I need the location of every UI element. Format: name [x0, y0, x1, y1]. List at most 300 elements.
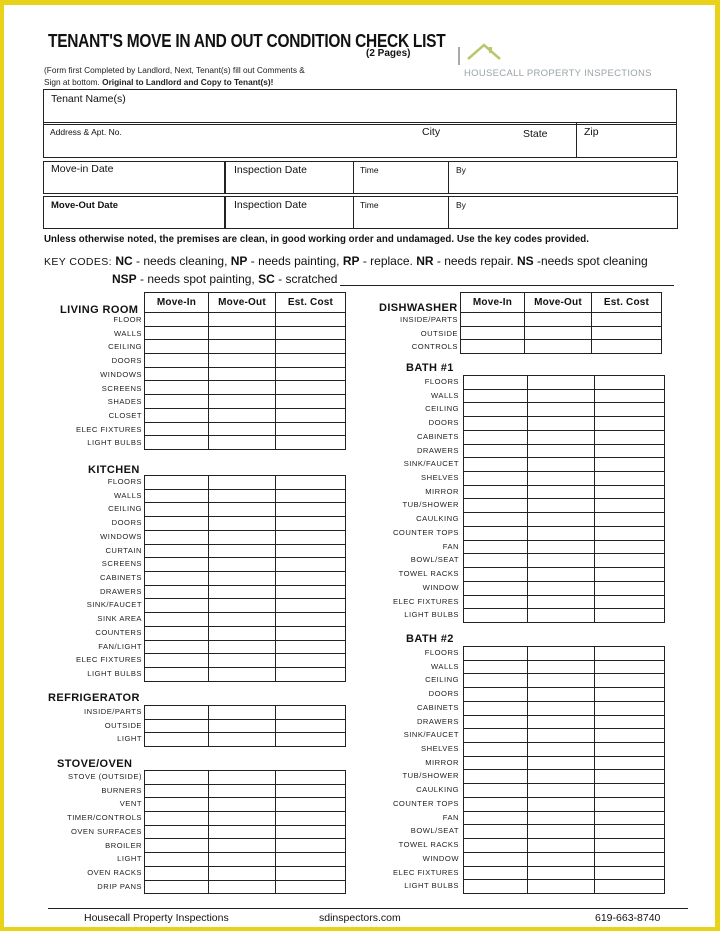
checklist-cell[interactable] — [464, 609, 528, 623]
checklist-cell[interactable] — [528, 540, 595, 554]
row-label: CURTAIN — [105, 545, 142, 555]
checklist-cell[interactable] — [276, 706, 346, 720]
checklist-cell[interactable] — [528, 852, 595, 866]
row-label: LIGHT BULBS — [87, 438, 142, 448]
checklist-cell[interactable] — [145, 784, 209, 798]
checklist-cell[interactable] — [209, 733, 276, 747]
checklist-cell[interactable] — [595, 715, 665, 729]
checklist-cell[interactable] — [209, 436, 276, 450]
checklist-cell[interactable] — [595, 770, 665, 784]
checklist-cell[interactable] — [528, 715, 595, 729]
instructions-line-1: (Form first Completed by Landlord, Next, Tenant(s) fill out Comments & — [44, 65, 305, 75]
code-nc: NC — [115, 254, 133, 268]
checklist-cell[interactable] — [145, 503, 209, 517]
table-row — [461, 313, 662, 327]
checklist-cell[interactable] — [528, 458, 595, 472]
checklist-cell[interactable] — [595, 540, 665, 554]
checklist-cell[interactable] — [209, 866, 276, 880]
checklist-cell[interactable] — [145, 798, 209, 812]
checklist-cell[interactable] — [525, 313, 592, 327]
checklist-cell[interactable] — [145, 544, 209, 558]
checklist-cell[interactable] — [145, 517, 209, 531]
checklist-cell[interactable] — [276, 880, 346, 894]
row-label: OVEN RACKS — [87, 867, 142, 877]
checklist-table-bath1 — [463, 375, 665, 623]
checklist-cell[interactable] — [209, 626, 276, 640]
table-row — [464, 389, 665, 403]
checklist-cell[interactable] — [595, 880, 665, 894]
row-label: FAN/LIGHT — [98, 641, 142, 651]
checklist-cell[interactable] — [528, 499, 595, 513]
checklist-cell[interactable] — [276, 530, 346, 544]
row-label: CLOSET — [108, 410, 142, 420]
table-row — [464, 660, 665, 674]
table-row — [145, 313, 346, 327]
checklist-cell[interactable] — [528, 444, 595, 458]
code-nc-text: - needs cleaning, — [132, 254, 231, 268]
code-ns: NS — [516, 254, 534, 268]
checklist-cell[interactable] — [276, 367, 346, 381]
code-rp-text: - replace. — [359, 254, 417, 268]
checklist-cell[interactable] — [464, 485, 528, 499]
checklist-cell[interactable] — [464, 417, 528, 431]
checklist-cell[interactable] — [145, 771, 209, 785]
section-title-bath2: BATH #2 — [406, 633, 454, 645]
row-label: FLOORS — [107, 477, 142, 486]
table-row — [464, 472, 665, 486]
checklist-cell[interactable] — [528, 568, 595, 582]
checklist-cell[interactable] — [464, 568, 528, 582]
checklist-cell[interactable] — [528, 430, 595, 444]
divider — [353, 196, 354, 229]
checklist-cell[interactable] — [145, 640, 209, 654]
row-label: MIRROR — [425, 486, 459, 496]
checklist-cell[interactable] — [209, 771, 276, 785]
checklist-cell[interactable] — [209, 517, 276, 531]
checklist-cell[interactable] — [276, 517, 346, 531]
checklist-cell[interactable] — [209, 812, 276, 826]
state-label: State — [523, 128, 548, 140]
tenant-names-field[interactable] — [43, 89, 677, 125]
row-label: INSIDE/PARTS — [399, 315, 458, 324]
checklist-cell[interactable] — [595, 376, 665, 390]
row-label: CEILING — [425, 675, 459, 685]
address-field[interactable] — [43, 122, 677, 158]
checklist-cell[interactable] — [209, 640, 276, 654]
checklist-cell[interactable] — [525, 340, 592, 354]
checklist-cell[interactable] — [464, 839, 528, 853]
table-row — [464, 880, 665, 894]
checklist-cell[interactable] — [595, 729, 665, 743]
checklist-cell[interactable] — [595, 797, 665, 811]
row-label: DRAWERS — [99, 586, 142, 596]
checklist-cell[interactable] — [528, 417, 595, 431]
checklist-cell[interactable] — [528, 797, 595, 811]
checklist-cell[interactable] — [276, 613, 346, 627]
row-label: LIGHT — [117, 854, 142, 864]
checklist-cell[interactable] — [209, 354, 276, 368]
checklist-cell[interactable] — [276, 668, 346, 682]
checklist-cell[interactable] — [528, 770, 595, 784]
table-row — [464, 688, 665, 702]
checklist-cell[interactable] — [209, 422, 276, 436]
checklist-cell[interactable] — [145, 367, 209, 381]
checklist-cell[interactable] — [528, 674, 595, 688]
checklist-cell[interactable] — [528, 554, 595, 568]
table-row — [464, 784, 665, 798]
row-label: DRAWERS — [416, 716, 459, 726]
checklist-cell[interactable] — [595, 609, 665, 623]
table-row — [464, 825, 665, 839]
checklist-cell[interactable] — [276, 585, 346, 599]
checklist-cell[interactable] — [276, 733, 346, 747]
checklist-cell[interactable] — [145, 866, 209, 880]
checklist-cell[interactable] — [595, 866, 665, 880]
checklist-cell[interactable] — [595, 839, 665, 853]
checklist-cell[interactable] — [276, 489, 346, 503]
checklist-cell[interactable] — [595, 499, 665, 513]
checklist-cell[interactable] — [595, 430, 665, 444]
column-header-move-in: Move-In — [145, 293, 209, 313]
checklist-cell[interactable] — [276, 340, 346, 354]
checklist-cell[interactable] — [145, 422, 209, 436]
checklist-cell[interactable] — [276, 866, 346, 880]
checklist-cell[interactable] — [595, 784, 665, 798]
checklist-cell[interactable] — [145, 599, 209, 613]
checklist-cell[interactable] — [461, 326, 525, 340]
checklist-cell[interactable] — [464, 770, 528, 784]
checklist-cell[interactable] — [276, 422, 346, 436]
footer-phone: 619-663-8740 — [595, 912, 661, 924]
checklist-cell[interactable] — [209, 572, 276, 586]
checklist-cell[interactable] — [464, 674, 528, 688]
checklist-cell[interactable] — [209, 880, 276, 894]
checklist-cell[interactable] — [276, 626, 346, 640]
checklist-cell[interactable] — [528, 866, 595, 880]
time-label: Time — [360, 165, 379, 175]
checklist-cell[interactable] — [528, 609, 595, 623]
checklist-cell[interactable] — [525, 326, 592, 340]
checklist-cell[interactable] — [276, 558, 346, 572]
section-title-refrigerator: REFRIGERATOR — [48, 692, 140, 704]
checklist-table-stove-oven — [144, 770, 346, 894]
checklist-cell[interactable] — [595, 756, 665, 770]
table-row — [145, 476, 346, 490]
checklist-cell[interactable] — [528, 660, 595, 674]
row-label: SCREENS — [101, 383, 142, 393]
move-out-date-field[interactable] — [43, 196, 225, 229]
checklist-cell[interactable] — [528, 376, 595, 390]
table-row — [145, 503, 346, 517]
column-header-est-cost: Est. Cost — [592, 293, 662, 313]
checklist-cell[interactable] — [464, 797, 528, 811]
checklist-cell[interactable] — [276, 771, 346, 785]
checklist-cell[interactable] — [209, 558, 276, 572]
row-label: FLOOR — [113, 315, 142, 324]
checklist-cell[interactable] — [464, 458, 528, 472]
checklist-cell[interactable] — [209, 340, 276, 354]
checklist-cell[interactable] — [464, 743, 528, 757]
checklist-cell[interactable] — [464, 403, 528, 417]
checklist-cell[interactable] — [145, 585, 209, 599]
checklist-cell[interactable] — [209, 476, 276, 490]
table-row — [145, 880, 346, 894]
instructions — [44, 64, 354, 88]
checklist-cell[interactable] — [528, 403, 595, 417]
checklist-cell[interactable] — [276, 825, 346, 839]
checklist-cell[interactable] — [145, 436, 209, 450]
code-ns-text: -needs spot cleaning — [533, 254, 648, 268]
checklist-cell[interactable] — [595, 825, 665, 839]
checklist-cell[interactable] — [276, 572, 346, 586]
row-label: DOORS — [111, 356, 142, 366]
checklist-cell[interactable] — [595, 743, 665, 757]
checklist-cell[interactable] — [145, 825, 209, 839]
checklist-cell[interactable] — [145, 476, 209, 490]
checklist-cell[interactable] — [209, 367, 276, 381]
checklist-cell[interactable] — [145, 354, 209, 368]
checklist-cell[interactable] — [209, 613, 276, 627]
checklist-cell[interactable] — [595, 688, 665, 702]
checklist-cell[interactable] — [595, 472, 665, 486]
table-row — [464, 568, 665, 582]
checklist-cell[interactable] — [528, 825, 595, 839]
checklist-cell[interactable] — [276, 798, 346, 812]
checklist-cell[interactable] — [145, 530, 209, 544]
checklist-cell[interactable] — [528, 526, 595, 540]
checklist-cell[interactable] — [528, 839, 595, 853]
checklist-cell[interactable] — [528, 581, 595, 595]
checklist-cell[interactable] — [145, 572, 209, 586]
checklist-cell[interactable] — [528, 756, 595, 770]
checklist-cell[interactable] — [464, 430, 528, 444]
checklist-cell[interactable] — [276, 719, 346, 733]
checklist-cell[interactable] — [464, 866, 528, 880]
checklist-cell[interactable] — [145, 812, 209, 826]
checklist-cell[interactable] — [464, 376, 528, 390]
checklist-cell[interactable] — [209, 654, 276, 668]
checklist-cell[interactable] — [595, 513, 665, 527]
code-nsp-text: - needs spot painting, — [136, 272, 259, 286]
checklist-cell[interactable] — [209, 381, 276, 395]
checklist-cell[interactable] — [145, 613, 209, 627]
row-label: INSIDE/PARTS — [83, 707, 142, 716]
checklist-cell[interactable] — [528, 472, 595, 486]
checklist-cell[interactable] — [209, 326, 276, 340]
checklist-cell[interactable] — [464, 756, 528, 770]
checklist-cell[interactable] — [276, 853, 346, 867]
checklist-cell[interactable] — [528, 701, 595, 715]
checklist-cell[interactable] — [209, 489, 276, 503]
row-label: DOORS — [428, 689, 459, 699]
checklist-cell[interactable] — [464, 688, 528, 702]
checklist-cell[interactable] — [209, 503, 276, 517]
checklist-cell[interactable] — [145, 839, 209, 853]
checklist-cell[interactable] — [528, 513, 595, 527]
checklist-cell[interactable] — [464, 784, 528, 798]
checklist-cell[interactable] — [595, 389, 665, 403]
checklist-cell[interactable] — [145, 408, 209, 422]
checklist-cell[interactable] — [276, 395, 346, 409]
checklist-cell[interactable] — [209, 825, 276, 839]
checklist-cell[interactable] — [464, 647, 528, 661]
checklist-cell[interactable] — [461, 313, 525, 327]
checklist-cell[interactable] — [209, 839, 276, 853]
checklist-cell[interactable] — [276, 599, 346, 613]
checklist-cell[interactable] — [145, 719, 209, 733]
checklist-cell[interactable] — [464, 513, 528, 527]
checklist-cell[interactable] — [528, 595, 595, 609]
checklist-cell[interactable] — [276, 313, 346, 327]
checklist-cell[interactable] — [145, 853, 209, 867]
checklist-cell[interactable] — [209, 784, 276, 798]
checklist-cell[interactable] — [464, 729, 528, 743]
checklist-cell[interactable] — [595, 417, 665, 431]
checklist-cell[interactable] — [145, 313, 209, 327]
table-row — [461, 326, 662, 340]
row-label: DOORS — [111, 518, 142, 528]
checklist-cell[interactable] — [528, 485, 595, 499]
checklist-cell[interactable] — [209, 706, 276, 720]
checklist-cell[interactable] — [595, 485, 665, 499]
checklist-cell[interactable] — [464, 499, 528, 513]
checklist-cell[interactable] — [528, 688, 595, 702]
table-row — [145, 733, 346, 747]
row-label: OUTSIDE — [104, 720, 142, 730]
section-title-dishwasher: DISHWASHER — [379, 302, 458, 314]
checklist-cell[interactable] — [464, 660, 528, 674]
checklist-cell[interactable] — [145, 733, 209, 747]
checklist-cell[interactable] — [145, 558, 209, 572]
checklist-cell[interactable] — [592, 340, 662, 354]
checklist-cell[interactable] — [464, 389, 528, 403]
checklist-cell[interactable] — [464, 880, 528, 894]
checklist-cell[interactable] — [464, 526, 528, 540]
inspection-date-label: Inspection Date — [234, 164, 307, 176]
checklist-cell[interactable] — [528, 389, 595, 403]
checklist-cell[interactable] — [209, 668, 276, 682]
checklist-cell[interactable] — [464, 540, 528, 554]
checklist-cell[interactable] — [464, 715, 528, 729]
checklist-cell[interactable] — [592, 326, 662, 340]
checklist-cell[interactable] — [595, 811, 665, 825]
checklist-cell[interactable] — [276, 381, 346, 395]
row-label: OUTSIDE — [420, 328, 458, 338]
checklist-cell[interactable] — [464, 852, 528, 866]
checklist-cell[interactable] — [595, 660, 665, 674]
checklist-cell[interactable] — [145, 489, 209, 503]
section-title-living-room: LIVING ROOM — [60, 304, 139, 316]
checklist-cell[interactable] — [145, 326, 209, 340]
checklist-cell[interactable] — [595, 581, 665, 595]
checklist-cell[interactable] — [209, 530, 276, 544]
checklist-cell[interactable] — [276, 654, 346, 668]
checklist-cell[interactable] — [145, 880, 209, 894]
checklist-cell[interactable] — [209, 313, 276, 327]
checklist-cell[interactable] — [209, 599, 276, 613]
checklist-cell[interactable] — [145, 381, 209, 395]
checklist-cell[interactable] — [464, 444, 528, 458]
checklist-cell[interactable] — [528, 880, 595, 894]
checklist-cell[interactable] — [464, 472, 528, 486]
checklist-cell[interactable] — [145, 668, 209, 682]
checklist-cell[interactable] — [145, 395, 209, 409]
checklist-cell[interactable] — [464, 811, 528, 825]
checklist-cell[interactable] — [276, 326, 346, 340]
checklist-cell[interactable] — [209, 585, 276, 599]
checklist-cell[interactable] — [276, 839, 346, 853]
checklist-cell[interactable] — [464, 581, 528, 595]
checklist-cell[interactable] — [464, 554, 528, 568]
checklist-cell[interactable] — [528, 784, 595, 798]
table-row — [464, 499, 665, 513]
checklist-cell[interactable] — [276, 354, 346, 368]
move-in-date-field[interactable] — [43, 161, 225, 194]
checklist-cell[interactable] — [595, 444, 665, 458]
checklist-cell[interactable] — [276, 476, 346, 490]
table-row — [145, 585, 346, 599]
table-row — [145, 866, 346, 880]
checklist-cell[interactable] — [464, 701, 528, 715]
checklist-cell[interactable] — [595, 701, 665, 715]
checklist-cell[interactable] — [276, 812, 346, 826]
checklist-cell[interactable] — [528, 729, 595, 743]
table-row — [464, 444, 665, 458]
checklist-cell[interactable] — [209, 798, 276, 812]
table-row — [145, 853, 346, 867]
checklist-cell[interactable] — [528, 743, 595, 757]
checklist-cell[interactable] — [595, 554, 665, 568]
checklist-cell[interactable] — [595, 852, 665, 866]
code-nr: NR — [416, 254, 434, 268]
table-row — [464, 715, 665, 729]
checklist-cell[interactable] — [209, 544, 276, 558]
row-label: TUB/SHOWER — [402, 500, 459, 510]
checklist-cell[interactable] — [209, 719, 276, 733]
checklist-cell[interactable] — [145, 654, 209, 668]
checklist-cell[interactable] — [276, 544, 346, 558]
table-row — [464, 743, 665, 757]
checklist-cell[interactable] — [276, 784, 346, 798]
checklist-cell[interactable] — [595, 647, 665, 661]
checklist-cell[interactable] — [528, 647, 595, 661]
checklist-cell[interactable] — [595, 568, 665, 582]
checklist-cell[interactable] — [595, 595, 665, 609]
checklist-cell[interactable] — [276, 408, 346, 422]
table-row — [145, 326, 346, 340]
checklist-cell[interactable] — [145, 340, 209, 354]
checklist-cell[interactable] — [276, 640, 346, 654]
checklist-cell[interactable] — [145, 626, 209, 640]
checklist-cell[interactable] — [595, 458, 665, 472]
checklist-cell[interactable] — [528, 811, 595, 825]
checklist-cell[interactable] — [595, 526, 665, 540]
checklist-cell[interactable] — [464, 595, 528, 609]
checklist-cell[interactable] — [592, 313, 662, 327]
checklist-cell[interactable] — [276, 436, 346, 450]
checklist-cell[interactable] — [209, 853, 276, 867]
row-label: TOWEL RACKS — [398, 569, 459, 579]
checklist-cell[interactable] — [461, 340, 525, 354]
checklist-cell[interactable] — [145, 706, 209, 720]
checklist-cell[interactable] — [595, 403, 665, 417]
checklist-cell[interactable] — [595, 674, 665, 688]
checklist-cell[interactable] — [209, 408, 276, 422]
checklist-cell[interactable] — [209, 395, 276, 409]
checklist-cell[interactable] — [276, 503, 346, 517]
table-row — [145, 544, 346, 558]
checklist-cell[interactable] — [464, 825, 528, 839]
